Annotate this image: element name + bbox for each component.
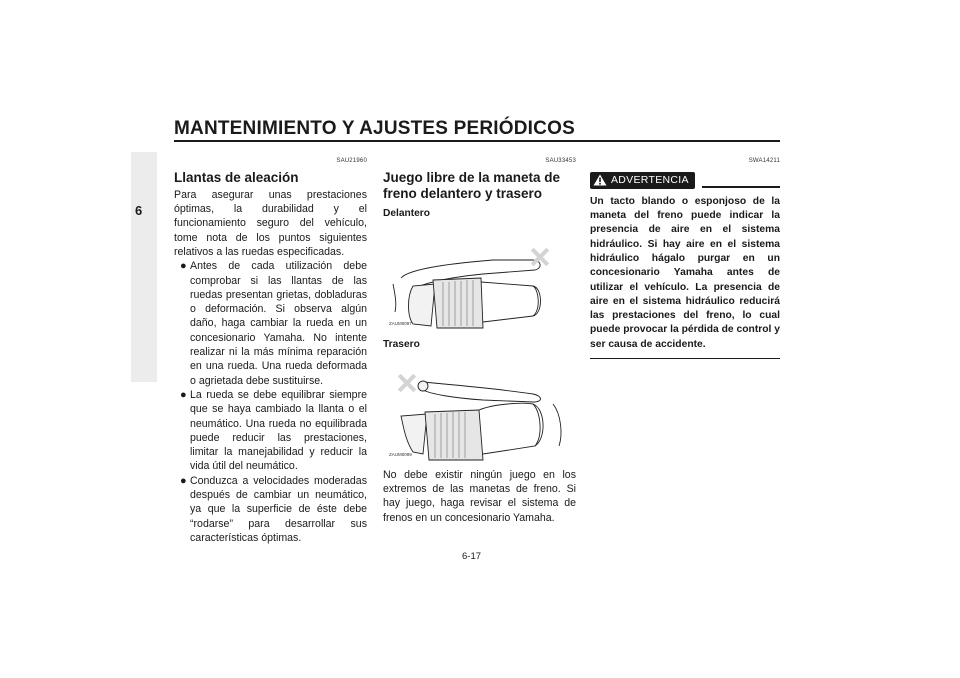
- warning-bottom-rule: [590, 358, 780, 359]
- section-code: SAU21960: [336, 158, 367, 164]
- column-alloy-wheels: [174, 154, 367, 545]
- bullet-icon: ●: [180, 474, 187, 487]
- rear-lever-figure: [383, 354, 579, 464]
- warning-text: Un tacto blando o esponjoso de la maneta del freno puede indicar la presencia de aire en el sistema hidráulico. Si hay aire en el sistema hidráulico hágalo purgar en un concesionario Yamaha antes de utilizar el vehículo. La presencia de aire en el sistema hidráulico reducirá las prestaciones del freno, lo cual puede provocar la pérdida de control y ser causa de accidente.: [590, 195, 780, 350]
- section-code: SAU33453: [545, 158, 576, 164]
- page-number: 6-17: [462, 551, 482, 562]
- column-brake-lever: [383, 154, 576, 525]
- header-rule: [174, 140, 780, 142]
- warning-triangle-icon: [593, 174, 607, 186]
- bullet-list: [174, 259, 367, 545]
- warning-badge: [590, 172, 695, 188]
- warning-title-rule: [702, 186, 780, 187]
- free-play-marker-icon: [398, 374, 416, 392]
- section-code: SWA14211: [748, 158, 780, 164]
- body-paragraph: No debe existir ningún juego en los extremos de las manetas de freno. Si hay juego, haga revisar el sistema de frenos en un concesionario Yamaha.: [383, 468, 576, 524]
- figure-code: ZAUM0099: [389, 451, 412, 457]
- chapter-tab-number: 6: [135, 203, 143, 218]
- page-header-title: MANTENIMIENTO Y AJUSTES PERIÓDICOS: [174, 118, 575, 139]
- figure-code: ZAUM0097: [389, 321, 412, 327]
- intro-paragraph: Para asegurar unas prestaciones óptimas, la durabilidad y el funcionamiento seguro del vehículo, tome nota de los puntos siguientes relativos a las ruedas especificadas.: [174, 188, 367, 258]
- chapter-tab: [131, 152, 157, 382]
- list-item: ● La rueda se debe equilibrar siempre que se haya cambiado la llanta o el neumático. Una rueda no equilibrada puede reducir las prestaciones, limitar la manejabilidad y reducir la vida útil del neumático.: [180, 388, 367, 473]
- front-lever-figure: [383, 224, 579, 334]
- warning-box: [590, 172, 780, 359]
- section-heading: Llantas de aleación: [174, 170, 299, 186]
- bullet-icon: ●: [180, 388, 187, 401]
- rear-brake-lever-illustration: [383, 354, 579, 464]
- rear-label: Trasero: [383, 338, 420, 350]
- list-item: ● Antes de cada utilización debe comprobar si las llantas de las ruedas presentan grietas, dobladuras o deformación. Si observa algún daño, haga cambiar la rueda en un concesionario Yamaha. No intente realizar ni la más mínima reparación en una rueda. Una rueda deformada o agrietada debe sustituirse.: [180, 260, 367, 387]
- section-heading: Juego libre de la maneta de freno delantero y trasero: [383, 170, 561, 201]
- front-brake-lever-illustration: [383, 224, 579, 334]
- list-item: ● Conduzca a velocidades moderadas después de cambiar un neumático, ya que la superficie de éste debe “rodarse” para desarrollar sus características óptimas.: [180, 474, 367, 544]
- warning-badge-label: ADVERTENCIA: [611, 174, 689, 187]
- bullet-icon: ●: [180, 260, 187, 273]
- column-warning: [590, 154, 780, 359]
- front-label: Delantero: [383, 208, 430, 220]
